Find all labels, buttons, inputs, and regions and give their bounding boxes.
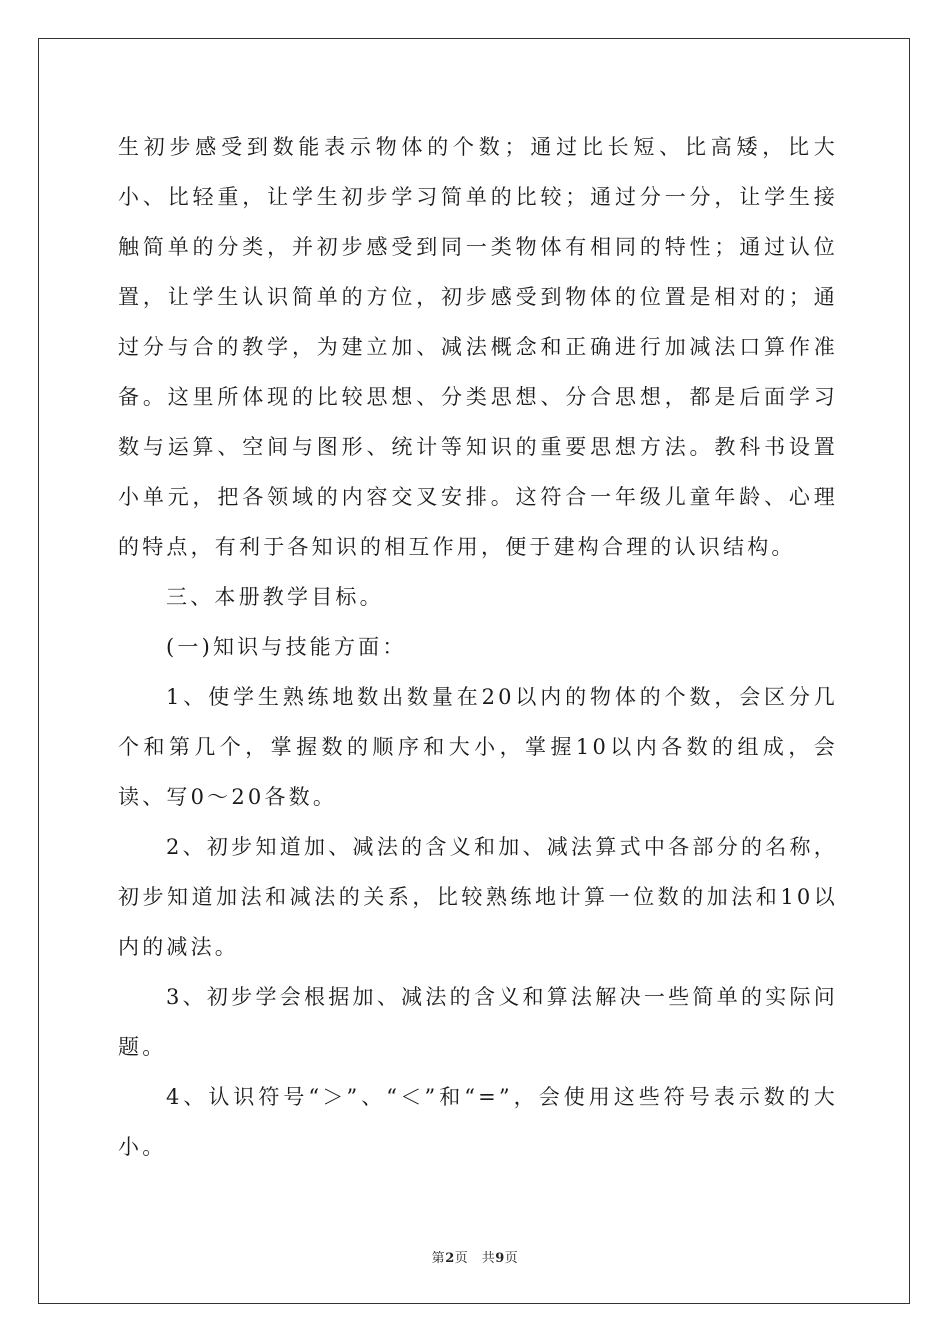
footer-suffix: 页 [504, 1251, 519, 1266]
paragraph-continuation: 生初步感受到数能表示物体的个数；通过比长短、比高矮，比大小、比轻重，让学生初步学习简单的比较；通过分一分，让学生接触简单的分类，并初步感受到同一类物体有相同的特性；通过认位置，让学生认识简单的方位，初步感受到物体的位置是相对的；通过分与合的教学，为建立加、减法概念和正确进行加减法口算作准备。这里所体现的比较思想、分类思想、分合思想，都是后面学习数与运算、空间与图形、统计等知识的重要思想方法。教科书设置小单元，把各领域的内容交叉安排。这符合一年级儿童年龄、心理的特点，有利于各知识的相互作用，便于建构合理的认识结构。 [118, 135, 838, 559]
section-heading: 三、本册教学目标。 [166, 585, 384, 609]
current-page-number: 2 [445, 1251, 455, 1266]
goal-item-2: 2、初步知道加、减法的含义和加、减法算式中各部分的名称，初步知道加法和减法的关系，比较熟练地计算一位数的加法和10以内的减法。 [118, 835, 838, 959]
goal-item-3: 3、初步学会根据加、减法的含义和算法解决一些简单的实际问题。 [118, 985, 838, 1059]
footer-middle: 页 共 [454, 1251, 496, 1266]
total-page-number: 9 [495, 1251, 505, 1266]
goal-item-4: 4、认识符号“＞”、“＜”和“=”，会使用这些符号表示数的大小。 [118, 1085, 838, 1159]
footer-prefix: 第 [431, 1251, 446, 1266]
page-footer [0, 1247, 950, 1266]
goal-item-1: 1、使学生熟练地数出数量在20以内的物体的个数，会区分几个和第几个，掌握数的顺序和大小，掌握10以内各数的组成，会读、写0～20各数。 [118, 685, 838, 809]
document-body [118, 122, 838, 1172]
subsection-heading: (一)知识与技能方面： [166, 635, 407, 659]
